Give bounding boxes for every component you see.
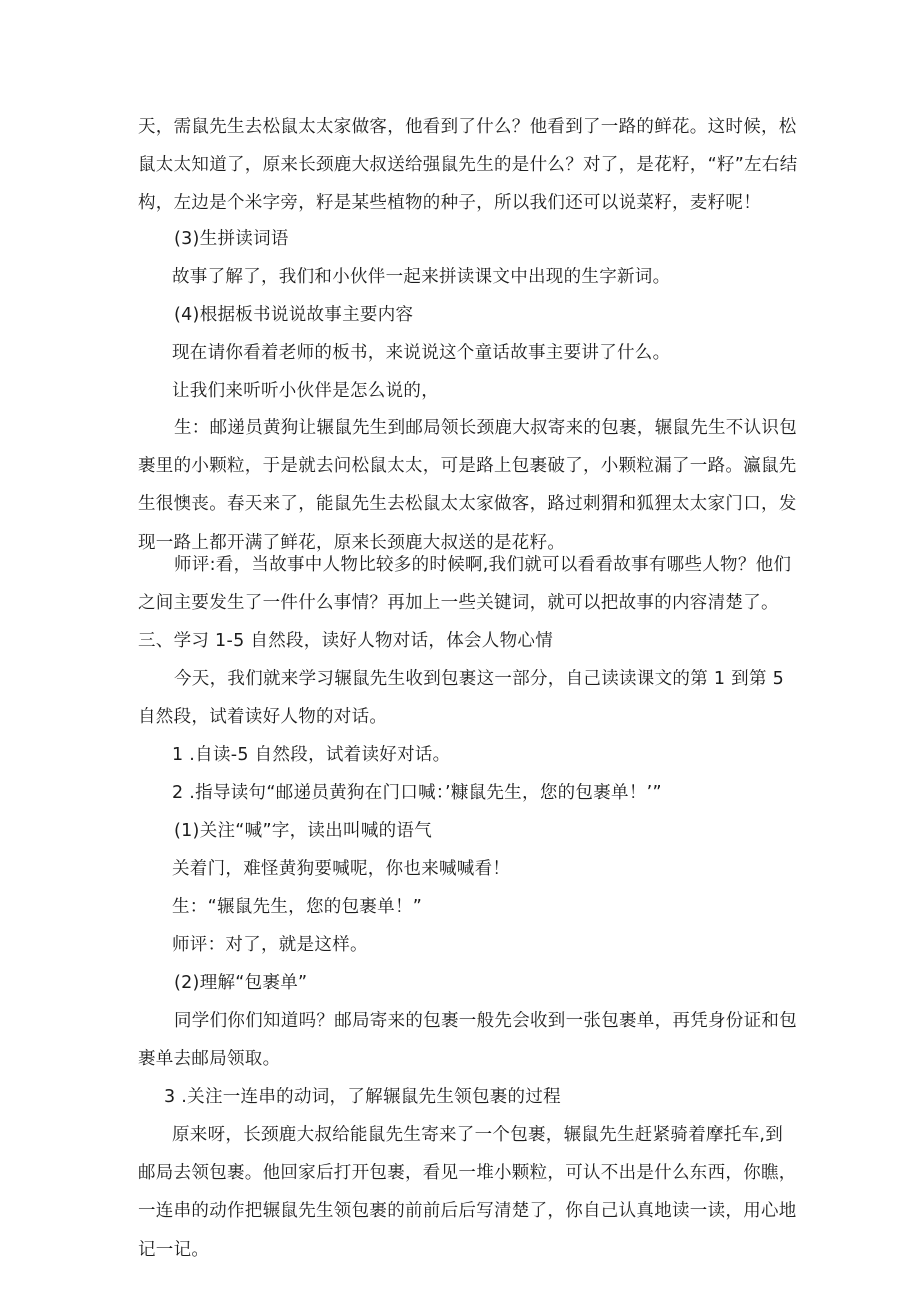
paragraph-listen-prompt: 让我们来听听小伙伴是怎么说的，	[172, 381, 439, 401]
paragraph-parcel-slip-explain: 同学们你们知道吗？邮局寄来的包裹一般先会收到一张包裹单，再凭身份证和包裹单去邮局领取。	[138, 1011, 797, 1070]
paragraph-verbs-story: 原来呀，长颈鹿大叔给能鼠先生寄来了一个包裹，辗鼠先生赶紧骑着摩托车,到邮局去领包裹。他回家后打开包裹，看见一堆小颗粒，可认不出是什么东西，你瞧，一连串的动作把辗鼠先生领包裹的前前后后写清楚了，你自己认真地读一读，用心地记一记。	[138, 1125, 797, 1260]
paragraph-word-reading: 故事了解了，我们和小伙伴一起来拼读课文中出现的生字新词。	[172, 267, 671, 287]
step-heading-word-reading: (3)生拼读词语	[174, 229, 289, 249]
paragraph-door-closed: 关着门，难怪黄狗要喊呢，你也来喊喊看！	[172, 859, 511, 879]
paragraph-board-prompt: 现在请你看着老师的板书，来说说这个童话故事主要讲了什么。	[172, 343, 671, 363]
paragraph-student-reply: 生：“辗鼠先生，您的包裹单！”	[172, 897, 423, 917]
step-guided-reading: 2 .指导读句“邮递员黄狗在门口喊：’糠鼠先生，您的包裹单！’”	[172, 783, 662, 803]
paragraph-today-intro: 今天，我们就来学习辗鼠先生收到包裹这一部分，自己读读课文的第 1 到第 5 自然段，试着读好人物的对话。	[138, 669, 785, 728]
substep-shout: (1)关注“喊”字，读出叫喊的语气	[174, 821, 433, 841]
paragraph-teacher-comment: 师评:看，当故事中人物比较多的时候啊,我们就可以看看故事有哪些人物？他们之间主要发生了一件什么事情？再加上一些关键词，就可以把故事的内容清楚了。	[138, 555, 792, 614]
step-verbs: 3 .关注一连串的动词，了解辗鼠先生领包裹的过程	[164, 1087, 561, 1107]
paragraph-teacher-praise: 师评：对了，就是这样。	[172, 935, 368, 955]
step-self-read: 1 .自读-5 自然段，试着读好对话。	[172, 745, 451, 765]
paragraph-student-summary: 生：邮递员黄狗让辗鼠先生到邮局领长颈鹿大叔寄来的包裹，辗鼠先生不认识包裹里的小颗粒，于是就去问松鼠太太，可是路上包裹破了，小颗粒漏了一路。瀛鼠先生很懊丧。春天来了，能鼠先生去松鼠太太家做客，路过刺猬和狐狸太太家门口，发现一路上都开满了鲜花，原来长颈鹿大叔送的是花籽。	[138, 418, 797, 553]
paragraph-story-recap: 天，需鼠先生去松鼠太太家做客，他看到了什么？他看到了一路的鲜花。这时候，松鼠太太知道了，原来长颈鹿大叔送给强鼠先生的是什么？对了，是花籽，“籽”左右结构，左边是个米字旁，籽是某些植物的种子，所以我们还可以说菜籽，麦籽呢！	[138, 117, 798, 214]
substep-parcel-slip: (2)理解“包裹单”	[174, 973, 308, 993]
section-heading-three: 三、学习 1-5 自然段，读好人物对话，体会人物心情	[138, 631, 554, 651]
step-heading-main-content: (4)根据板书说说故事主要内容	[174, 305, 414, 325]
